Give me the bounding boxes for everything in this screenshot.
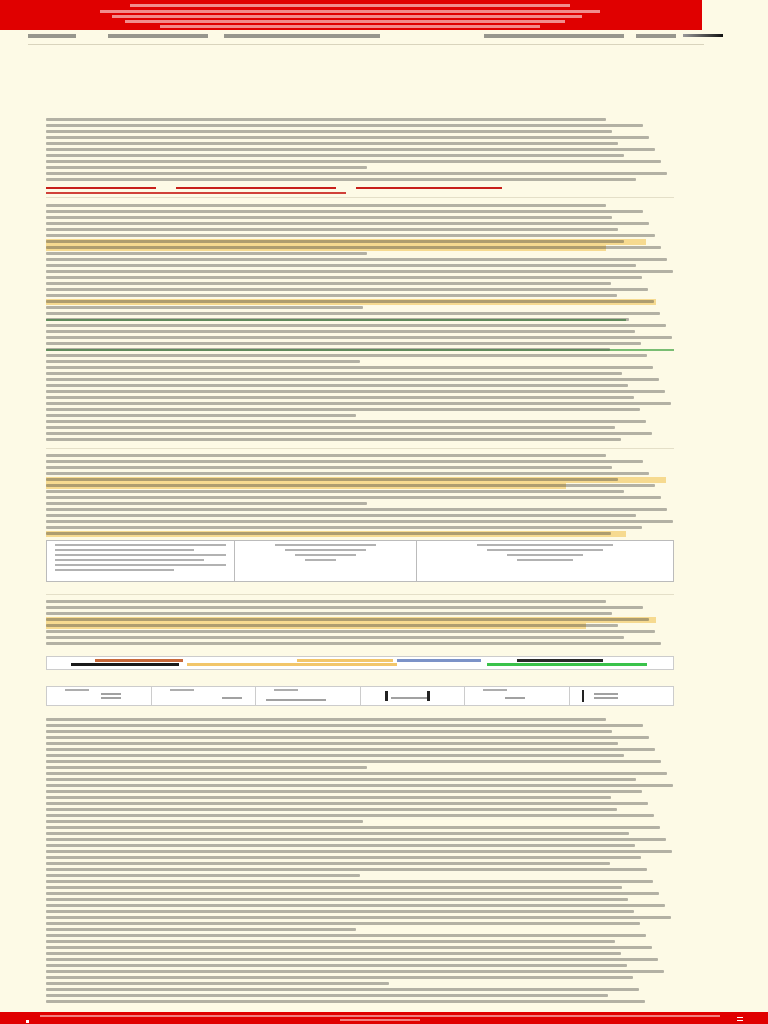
text-line — [46, 618, 649, 621]
text-line — [46, 396, 634, 399]
timeline-segment — [397, 659, 481, 662]
text-line — [46, 642, 661, 645]
text-line — [46, 802, 648, 805]
menu-icon[interactable] — [737, 1017, 743, 1021]
text-line — [46, 178, 636, 181]
text-line — [46, 934, 646, 937]
figure-thumbnail[interactable] — [465, 687, 570, 705]
text-line — [46, 258, 667, 261]
text-line — [46, 976, 633, 979]
text-line — [46, 478, 618, 481]
text-line — [46, 288, 648, 291]
text-line — [46, 360, 360, 363]
timeline-segment — [517, 659, 603, 662]
text-line — [46, 808, 617, 811]
text-line — [46, 408, 640, 411]
text-line — [46, 216, 612, 219]
text-line — [46, 748, 655, 751]
text-line — [46, 904, 665, 907]
text-line — [46, 312, 660, 315]
text-line — [46, 838, 666, 841]
divider — [46, 197, 674, 198]
section-4-text — [46, 600, 674, 652]
section-2-text — [46, 204, 674, 444]
text-line — [46, 850, 672, 853]
text-line — [46, 844, 635, 847]
text-line — [46, 820, 363, 823]
text-line — [46, 880, 653, 883]
text-line — [46, 490, 624, 493]
text-line — [46, 612, 612, 615]
text-line — [46, 922, 640, 925]
text-line — [46, 336, 672, 339]
text-line — [46, 348, 610, 351]
table-cell — [235, 541, 417, 582]
text-line — [46, 982, 389, 985]
text-line — [46, 832, 629, 835]
page-subtitle — [250, 48, 520, 54]
text-line — [46, 264, 636, 267]
top-navigation — [28, 32, 704, 42]
divider — [28, 44, 704, 45]
text-line — [46, 160, 661, 163]
figure-thumbnails — [46, 686, 674, 706]
text-line — [46, 142, 618, 145]
text-line — [46, 736, 649, 739]
text-line — [46, 892, 659, 895]
text-line — [46, 378, 659, 381]
text-line — [46, 460, 643, 463]
figure-thumbnail[interactable] — [256, 687, 361, 705]
text-line — [46, 282, 611, 285]
text-line — [46, 778, 636, 781]
timeline-strip — [46, 656, 674, 670]
text-line — [46, 130, 612, 133]
text-line — [46, 466, 612, 469]
table-cell — [416, 541, 673, 582]
text-line — [46, 940, 615, 943]
text-line — [46, 874, 360, 877]
text-line — [46, 438, 621, 441]
text-line — [46, 868, 647, 871]
text-line — [46, 234, 655, 237]
text-line — [46, 724, 643, 727]
text-line — [46, 766, 367, 769]
text-line — [46, 228, 618, 231]
text-line — [46, 636, 624, 639]
timeline-segment — [95, 659, 183, 662]
text-line — [46, 624, 618, 627]
text-line — [46, 402, 671, 405]
text-line — [46, 502, 367, 505]
text-line — [46, 526, 642, 529]
text-line — [46, 276, 642, 279]
section-1-text — [46, 118, 674, 188]
text-line — [46, 862, 610, 865]
text-line — [46, 318, 629, 321]
text-line — [46, 154, 624, 157]
table-cell — [47, 541, 235, 582]
text-line — [46, 354, 647, 357]
text-line — [46, 796, 611, 799]
figure-thumbnail[interactable] — [361, 687, 466, 705]
text-line — [46, 790, 642, 793]
text-line — [46, 366, 653, 369]
text-line — [46, 148, 655, 151]
text-line — [46, 814, 654, 817]
link[interactable] — [176, 187, 336, 189]
link[interactable] — [46, 187, 156, 189]
figure-thumbnail[interactable] — [47, 687, 152, 705]
figure-thumbnail[interactable] — [152, 687, 257, 705]
text-line — [46, 630, 655, 633]
text-line — [46, 742, 618, 745]
text-line — [46, 760, 661, 763]
text-line — [46, 222, 649, 225]
text-line — [46, 306, 363, 309]
text-line — [46, 898, 628, 901]
text-line — [46, 916, 671, 919]
figure-thumbnail[interactable] — [570, 687, 674, 705]
text-line — [46, 342, 641, 345]
text-line — [46, 600, 606, 603]
table-row — [47, 541, 674, 582]
text-line — [46, 754, 624, 757]
text-line — [46, 484, 655, 487]
data-table — [46, 540, 674, 582]
section-3-text — [46, 454, 674, 538]
text-line — [46, 136, 649, 139]
text-line — [46, 730, 612, 733]
text-line — [46, 426, 615, 429]
divider — [46, 448, 674, 449]
text-line — [46, 252, 367, 255]
footer-icon — [26, 1020, 29, 1023]
text-line — [46, 330, 635, 333]
text-line — [46, 124, 643, 127]
text-line — [46, 372, 622, 375]
text-line — [46, 1000, 645, 1003]
text-line — [46, 118, 606, 121]
link[interactable] — [356, 187, 502, 189]
section-5-text — [46, 718, 674, 1012]
text-line — [46, 166, 367, 169]
timeline-segment — [187, 663, 397, 666]
text-line — [46, 606, 643, 609]
text-line — [46, 472, 649, 475]
text-line — [46, 952, 621, 955]
timeline-segment — [487, 663, 647, 666]
text-line — [46, 718, 606, 721]
text-line — [46, 324, 666, 327]
text-line — [46, 994, 608, 997]
text-line — [46, 988, 639, 991]
text-line — [46, 496, 661, 499]
breadcrumb[interactable] — [28, 48, 278, 54]
footer-bar — [0, 1012, 768, 1024]
text-line — [46, 520, 673, 523]
text-line — [46, 454, 606, 457]
text-line — [46, 946, 652, 949]
divider — [46, 594, 674, 595]
text-line — [46, 856, 641, 859]
text-line — [46, 246, 661, 249]
text-line — [46, 204, 606, 207]
text-line — [46, 970, 664, 973]
text-line — [46, 210, 643, 213]
text-line — [46, 772, 667, 775]
text-line — [46, 300, 654, 303]
timeline-segment — [71, 663, 179, 666]
text-line — [46, 826, 660, 829]
text-line — [46, 532, 611, 535]
text-line — [46, 420, 646, 423]
text-line — [46, 928, 356, 931]
link[interactable] — [46, 192, 346, 194]
timeline-segment — [297, 659, 393, 662]
text-line — [46, 270, 673, 273]
text-line — [46, 514, 636, 517]
text-line — [46, 294, 617, 297]
text-line — [46, 958, 658, 961]
text-line — [46, 390, 665, 393]
text-line — [46, 886, 622, 889]
text-line — [46, 784, 673, 787]
text-line — [46, 508, 667, 511]
text-line — [46, 172, 667, 175]
text-line — [46, 240, 624, 243]
text-line — [46, 384, 628, 387]
text-line — [46, 414, 356, 417]
text-line — [46, 964, 627, 967]
text-line — [46, 910, 634, 913]
text-line — [46, 432, 652, 435]
header-banner — [0, 0, 702, 30]
scroll-indicator[interactable] — [683, 34, 723, 37]
